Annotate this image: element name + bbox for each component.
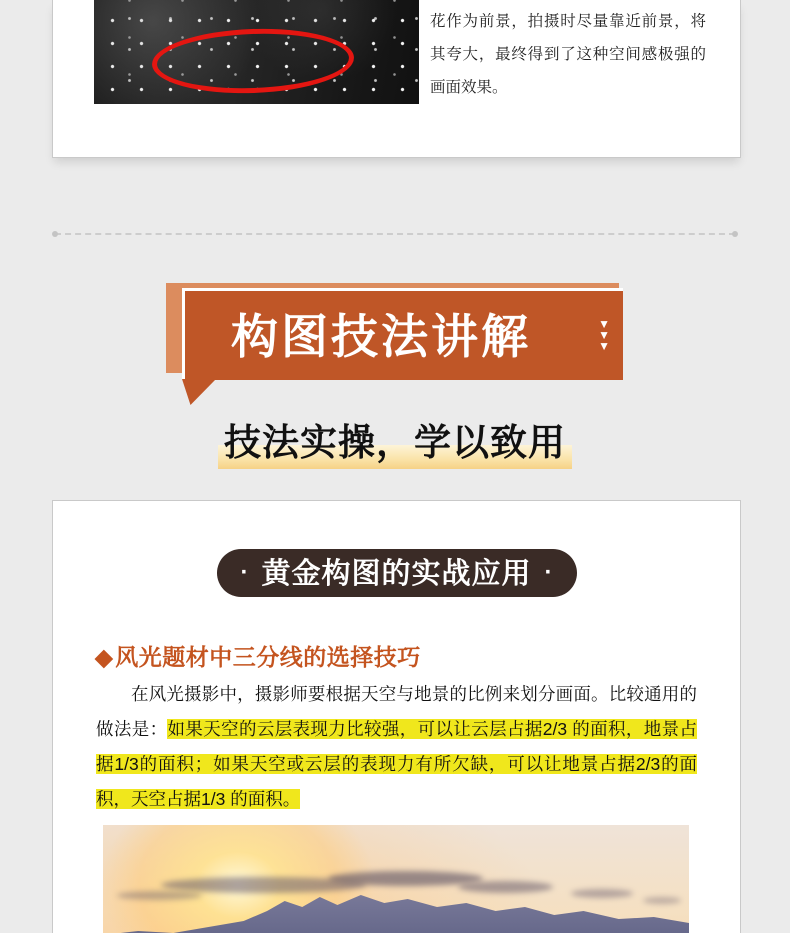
lesson-text: 花作为前景，拍摄时尽量靠近前景，将其夸大，最终得到了这种空间感极强的画面效果。: [430, 13, 706, 96]
diamond-bullet-icon: ◆: [95, 644, 114, 670]
section-banner: [182, 288, 623, 380]
section-subtitle: 技法实操，学以致用: [224, 412, 566, 466]
cloud-shape: [458, 881, 553, 893]
paragraph-highlighted: 如果天空的云层表现力比较强，可以让云层占据2/3 的面积，地景占据1/3的面积；如果天空或云层的表现力有所欠缺，可以让地景占据2/3的面积，天空占据1/3 的面积。: [96, 719, 698, 809]
cloud-shape: [117, 891, 202, 900]
section-banner-title: 构图技法讲解: [231, 310, 531, 363]
dashed-divider: [55, 233, 735, 235]
paragraph-lead: 在风光摄影中，摄影师要根据天空与地景的比例来划分画面。比较通用的做法是：: [96, 684, 697, 739]
pill-dot-left: ·: [240, 559, 249, 586]
sunset-landscape-photo: [103, 825, 689, 933]
lesson-pill-title: [216, 549, 576, 597]
pill-dot-right: ·: [544, 559, 553, 586]
pill-title-text: 黄金构图的实战应用: [261, 558, 532, 590]
section-subtitle-row: [0, 412, 790, 466]
cloud-shape: [571, 889, 633, 898]
red-ellipse-annotation: [151, 25, 355, 96]
cloud-shape: [328, 871, 483, 886]
lesson-paragraph: [96, 677, 697, 817]
wildflower-field-photo: [94, 0, 419, 104]
triple-down-arrows-icon: ▼ ▼ ▼: [598, 316, 610, 353]
lesson-heading-text: 风光题材中三分线的选择技巧: [115, 644, 421, 670]
lesson-card: [52, 500, 741, 933]
previous-lesson-card: [52, 0, 741, 158]
cloud-shape: [643, 897, 681, 904]
lesson-heading: [95, 639, 421, 672]
banner-tail: [182, 379, 216, 405]
